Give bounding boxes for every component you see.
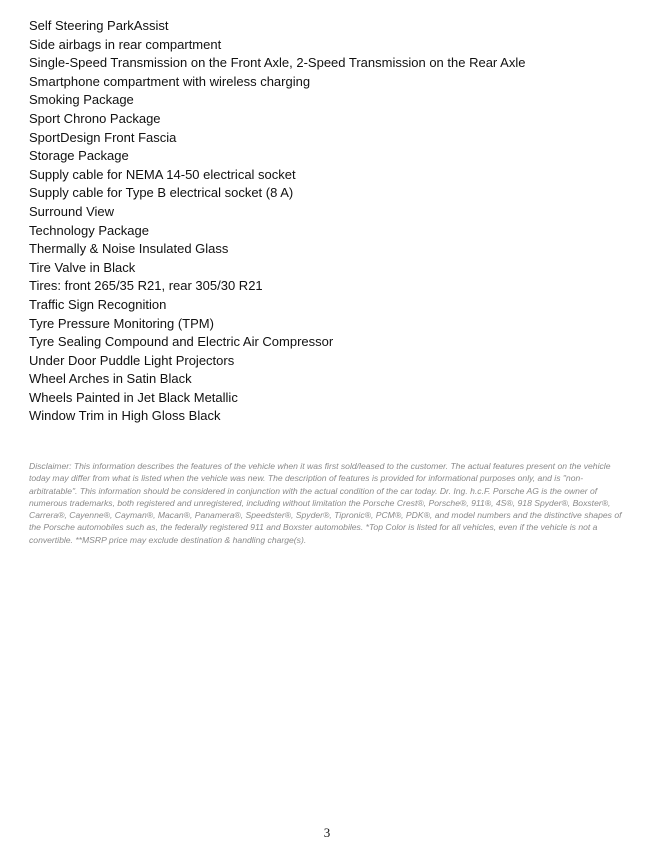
feature-item: Sport Chrono Package (29, 110, 161, 126)
feature-item: Single-Speed Transmission on the Front Axle, 2-Speed Transmission on the Rear Axle (29, 55, 526, 71)
feature-item: Supply cable for Type B electrical socket (8 A) (29, 185, 294, 201)
feature-item: SportDesign Front Fascia (29, 129, 177, 145)
feature-item: Surround View (29, 203, 115, 219)
disclaimer-text: Disclaimer: This information describes the features of the vehicle when it was first sold/leased to the customer. The actual features present on the vehicle today may differ from what is listed when the vehicle was new. The description of features is provided for informational purposes only, and is "non-arbitratable". This information should be considered in conjunction with the actual condition of the car today. Dr. Ing. h.c.F. Porsche AG is the owner of numerous trademarks, both registered and unregistered, including without limitation the Porsche Crest®, Porsche®, 911®, 4S®, 918 Spyder®, Boxster®, Carrera®, Cayenne®, Cayman®, Macan®, Panamera®, Speedster®, Spyder®, Tipronic®, PCM®, PDK®, and model numbers and the distinctive shapes of the Porsche automobiles such as, the federally registered 911 and Boxster automobiles. *Top Color is listed for all vehicles, even if the vehicle is not a convertible. **MSRP price may exclude destination & handling charge(s). (29, 461, 622, 545)
feature-item: Traffic Sign Recognition (29, 296, 167, 312)
feature-item: Self Steering ParkAssist (29, 18, 169, 33)
feature-item: Side airbags in rear compartment (29, 36, 222, 52)
feature-item: Tyre Pressure Monitoring (TPM) (29, 315, 214, 331)
feature-item: Tyre Sealing Compound and Electric Air Compressor (29, 334, 334, 350)
feature-item: Smartphone compartment with wireless charging (29, 73, 311, 89)
feature-list (29, 17, 525, 426)
feature-item: Window Trim in High Gloss Black (29, 408, 221, 424)
feature-item: Under Door Puddle Light Projectors (29, 352, 235, 368)
feature-item: Wheel Arches in Satin Black (29, 371, 192, 387)
feature-item: Wheels Painted in Jet Black Metallic (29, 389, 238, 405)
feature-item: Tires: front 265/35 R21, rear 305/30 R21 (29, 278, 263, 294)
feature-item: Technology Package (29, 222, 149, 238)
feature-item: Thermally & Noise Insulated Glass (29, 241, 229, 257)
feature-item: Storage Package (29, 148, 129, 164)
feature-item: Supply cable for NEMA 14-50 electrical socket (29, 166, 296, 182)
feature-item: Smoking Package (29, 92, 134, 108)
page-number: 3 (323, 825, 331, 840)
feature-item: Tire Valve in Black (29, 259, 136, 275)
